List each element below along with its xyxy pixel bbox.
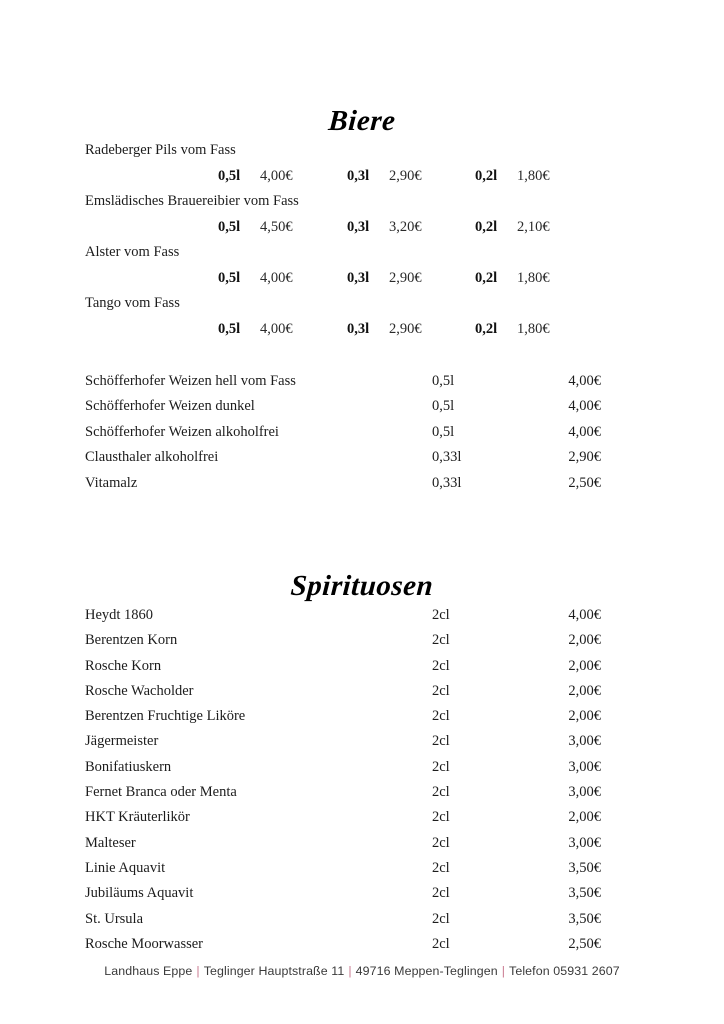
item-size: 2cl (432, 758, 450, 775)
draft-beer-name: Alster vom Fass (85, 244, 180, 260)
spirit-row (85, 831, 601, 856)
draft-size-label: 0,2l (475, 269, 498, 286)
item-price: 3,00€ (568, 733, 601, 750)
item-size: 2cl (432, 809, 450, 826)
draft-size-label: 0,2l (475, 320, 498, 337)
bottled-beer-row (85, 369, 601, 394)
item-price: 2,00€ (568, 708, 601, 725)
draft-beer-item (85, 291, 639, 342)
footer-part: Telefon 05931 2607 (509, 964, 620, 978)
page-footer (0, 964, 724, 978)
spirit-row (85, 881, 601, 906)
footer-separator: | (196, 964, 200, 978)
item-size: 0,5l (432, 398, 455, 415)
draft-size-label: 0,3l (347, 269, 370, 286)
item-price: 4,00€ (568, 423, 601, 440)
section-heading-spirituosen: Spirituosen (289, 570, 435, 603)
item-price: 3,50€ (568, 910, 601, 927)
item-size: 2cl (432, 682, 450, 699)
item-size: 2cl (432, 657, 450, 674)
spirit-row (85, 805, 601, 830)
draft-price-value: 2,90€ (389, 167, 422, 184)
draft-beer-item (85, 138, 639, 189)
draft-price-value: 1,80€ (517, 167, 550, 184)
draft-beer-item (85, 189, 639, 240)
spirit-row (85, 628, 601, 653)
item-size: 0,33l (432, 449, 462, 466)
item-name: Rosche Korn (85, 657, 162, 674)
draft-price-value: 3,20€ (389, 218, 422, 235)
draft-beer-price-row (85, 266, 639, 292)
item-price: 2,00€ (568, 682, 601, 699)
footer-part: Landhaus Eppe (104, 964, 193, 978)
item-name: Rosche Wacholder (85, 682, 194, 699)
draft-size-label: 0,3l (347, 167, 370, 184)
draft-beer-item (85, 240, 639, 291)
item-name: Linie Aquavit (85, 859, 166, 876)
draft-size-label: 0,2l (475, 167, 498, 184)
draft-beer-name: Tango vom Fass (85, 295, 180, 311)
draft-beer-price-row (85, 215, 639, 241)
draft-size-label: 0,5l (218, 167, 241, 184)
item-price: 2,90€ (568, 449, 601, 466)
draft-price-value: 1,80€ (517, 320, 550, 337)
draft-size-label: 0,5l (218, 269, 241, 286)
item-size: 2cl (432, 935, 450, 952)
spirit-row (85, 780, 601, 805)
spirit-row (85, 679, 601, 704)
draft-beer-list (85, 138, 639, 342)
draft-price-value: 1,80€ (517, 269, 550, 286)
item-name: HKT Kräuterlikör (85, 809, 190, 826)
item-size: 2cl (432, 632, 450, 649)
item-name: Heydt 1860 (85, 607, 154, 623)
draft-price-value: 4,00€ (260, 269, 293, 286)
draft-price-value: 2,90€ (389, 269, 422, 286)
draft-price-value: 2,90€ (389, 320, 422, 337)
item-name: Malteser (85, 834, 136, 851)
draft-beer-name: Radeberger Pils vom Fass (85, 142, 236, 158)
spirit-row (85, 907, 601, 932)
spirit-row (85, 603, 601, 628)
item-price: 2,50€ (568, 935, 601, 952)
draft-size-label: 0,2l (475, 218, 498, 235)
item-size: 0,33l (432, 474, 462, 491)
item-name: Schöfferhofer Weizen hell vom Fass (85, 373, 296, 389)
item-price: 3,50€ (568, 885, 601, 902)
item-name: Vitamalz (85, 474, 138, 491)
draft-price-value: 4,50€ (260, 218, 293, 235)
item-price: 2,00€ (568, 632, 601, 649)
item-price: 2,00€ (568, 809, 601, 826)
footer-part: Teglinger Hauptstraße 11 (203, 964, 345, 978)
draft-beer-name: Emslädisches Brauereibier vom Fass (85, 193, 299, 209)
footer-part: 49716 Meppen-Teglingen (355, 964, 498, 978)
draft-price-value: 4,00€ (260, 167, 293, 184)
draft-beer-price-row (85, 317, 639, 343)
item-price: 3,00€ (568, 834, 601, 851)
item-price: 4,00€ (568, 398, 601, 415)
item-name: Schöfferhofer Weizen dunkel (85, 398, 255, 415)
item-size: 2cl (432, 708, 450, 725)
item-name: Berentzen Korn (85, 632, 178, 649)
item-size: 2cl (432, 885, 450, 902)
item-name: Berentzen Fruchtige Liköre (85, 708, 246, 725)
draft-size-label: 0,5l (218, 320, 241, 337)
item-size: 0,5l (432, 373, 455, 389)
item-size: 2cl (432, 910, 450, 927)
item-name: Jubiläums Aquavit (85, 885, 194, 902)
item-price: 3,50€ (568, 859, 601, 876)
footer-separator: | (348, 964, 352, 978)
item-name: Jägermeister (85, 733, 159, 750)
item-name: Clausthaler alkoholfrei (85, 449, 219, 466)
draft-size-label: 0,3l (347, 218, 370, 235)
item-size: 2cl (432, 607, 450, 623)
spirits-list (85, 603, 601, 957)
item-price: 3,00€ (568, 758, 601, 775)
spirit-row (85, 755, 601, 780)
item-size: 0,5l (432, 423, 455, 440)
spirit-row (85, 729, 601, 754)
item-name: Rosche Moorwasser (85, 935, 203, 952)
footer-separator: | (501, 964, 506, 978)
bottled-beer-row (85, 445, 601, 470)
draft-size-label: 0,3l (347, 320, 370, 337)
spirit-row (85, 856, 601, 881)
item-size: 2cl (432, 784, 450, 801)
bottled-beer-row (85, 394, 601, 419)
bottled-beer-list (85, 369, 601, 496)
item-price: 4,00€ (568, 373, 601, 389)
spirit-row (85, 654, 601, 679)
item-name: St. Ursula (85, 910, 143, 927)
spirit-row (85, 704, 601, 729)
section-heading-biere: Biere (327, 105, 397, 138)
item-size: 2cl (432, 733, 450, 750)
draft-price-value: 4,00€ (260, 320, 293, 337)
item-price: 2,50€ (568, 474, 601, 491)
bottled-beer-row (85, 471, 601, 496)
item-price: 3,00€ (568, 784, 601, 801)
draft-price-value: 2,10€ (517, 218, 550, 235)
draft-beer-price-row (85, 164, 639, 190)
item-name: Schöfferhofer Weizen alkoholfrei (85, 423, 279, 440)
item-size: 2cl (432, 834, 450, 851)
bottled-beer-row (85, 420, 601, 445)
item-name: Bonifatiuskern (85, 758, 172, 775)
item-size: 2cl (432, 859, 450, 876)
spirit-row (85, 932, 601, 957)
draft-size-label: 0,5l (218, 218, 241, 235)
item-price: 4,00€ (568, 607, 601, 623)
item-price: 2,00€ (568, 657, 601, 674)
item-name: Fernet Branca oder Menta (85, 784, 237, 801)
